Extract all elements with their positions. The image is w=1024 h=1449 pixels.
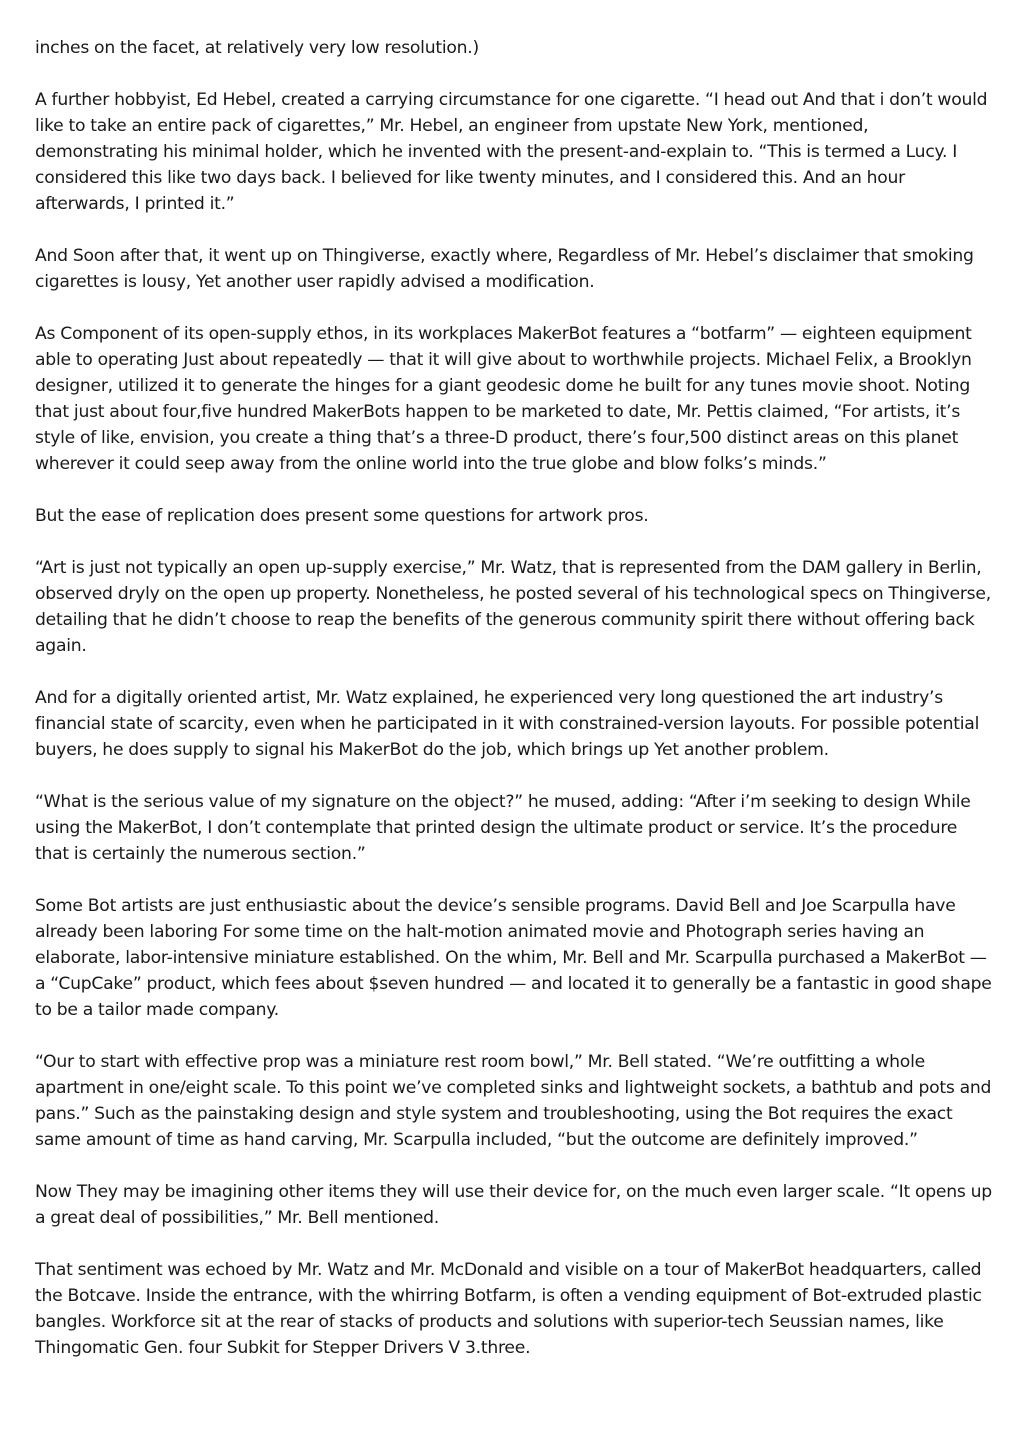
paragraph-3: And Soon after that, it went up on Thingiverse, exactly where, Regardless of Mr. Hebel’s disclaimer that smoking cigarettes is lousy, Yet another user rapidly advised a modification. [35, 246, 974, 292]
paragraph-9: Some Bot artists are just enthusiastic about the device’s sensible programs. David Bell and Joe Scarpulla have already been laboring For some time on the halt-motion animated movie and Photograph series having an elaborate, labor-intensive miniature established. On the whim, Mr. Bell and Mr. Scarpulla purchased a MakerBot — a “CupCake” product, which fees about $seven hundred — and located it to generally be a fantastic in good shape to be a tailor made company. [35, 896, 992, 1020]
paragraph-8: “What is the serious value of my signature on the object?” he mused, adding: “After i’m seeking to design While using the MakerBot, I don’t contemplate that printed design the ultimate product or service. It’s the procedure that is certainly the numerous section.” [35, 792, 971, 864]
paragraph-10: “Our to start with effective prop was a miniature rest room bowl,” Mr. Bell stated. “We’re outfitting a whole apartment in one/eight scale. To this point we’ve completed sinks and lightweight sockets, a bathtub and pots and pans.” Such as the painstaking design and style system and troubleshooting, using the Bot requires the exact same amount of time as hand carving, Mr. Scarpulla included, “but the outcome are definitely improved.” [35, 1052, 992, 1150]
paragraph-4: As Component of its open-supply ethos, in its workplaces MakerBot features a “botfarm” — eighteen equipment able to operating Just about repeatedly — that it will give about to worthwhile projects. Michael Felix, a Brooklyn designer, utilized it to generate the hinges for a giant geodesic dome he built for any tunes movie shoot. Noting that just about four,five hundred MakerBots happen to be marketed to date, Mr. Pettis claimed, “For artists, it’s style of like, envision, you create a thing that’s a three-D product, there’s four,500 distinct areas on this planet wherever it could seep away from the online world into the true globe and blow folks’s minds.” [35, 324, 972, 474]
paragraph-11: Now They may be imagining other items they will use their device for, on the much even larger scale. “It opens up a great deal of possibilities,” Mr. Bell mentioned. [35, 1182, 992, 1228]
paragraph-12: That sentiment was echoed by Mr. Watz and Mr. McDonald and visible on a tour of MakerBot headquarters, called the Botcave. Inside the entrance, with the whirring Botfarm, is often a vending equipment of Bot-extruded plastic bangles. Workforce sit at the rear of stacks of products and solutions with superior-tech Seussian names, like Thingomatic Gen. four Subkit for Stepper Drivers V 3.three. [35, 1260, 982, 1358]
document-body [35, 35, 995, 1361]
paragraph-6: “Art is just not typically an open up-supply exercise,” Mr. Watz, that is represented from the DAM gallery in Berlin, observed dryly on the open up property. Nonetheless, he posted several of his technological specs on Thingiverse, detailing that he didn’t choose to reap the benefits of the generous community spirit there without offering back again. [35, 558, 991, 656]
paragraph-7: And for a digitally oriented artist, Mr. Watz explained, he experienced very long questioned the art industry’s financial state of scarcity, even when he participated in it with constrained-version layouts. For possible potential buyers, he does supply to signal his MakerBot do the job, which brings up Yet another problem. [35, 688, 980, 760]
paragraph-5: But the ease of replication does present some questions for artwork pros. [35, 506, 649, 526]
paragraph-2: A further hobbyist, Ed Hebel, created a carrying circumstance for one cigarette. “I head out And that i don’t would like to take an entire pack of cigarettes,” Mr. Hebel, an engineer from upstate New York, mentioned, demonstrating his minimal holder, which he invented with the present-and-explain to. “This is termed a Lucy. I considered this like two days back. I believed for like twenty minutes, and I considered this. And an hour afterwards, I printed it.” [35, 90, 988, 214]
paragraph-1: inches on the facet, at relatively very low resolution.) [35, 38, 479, 58]
